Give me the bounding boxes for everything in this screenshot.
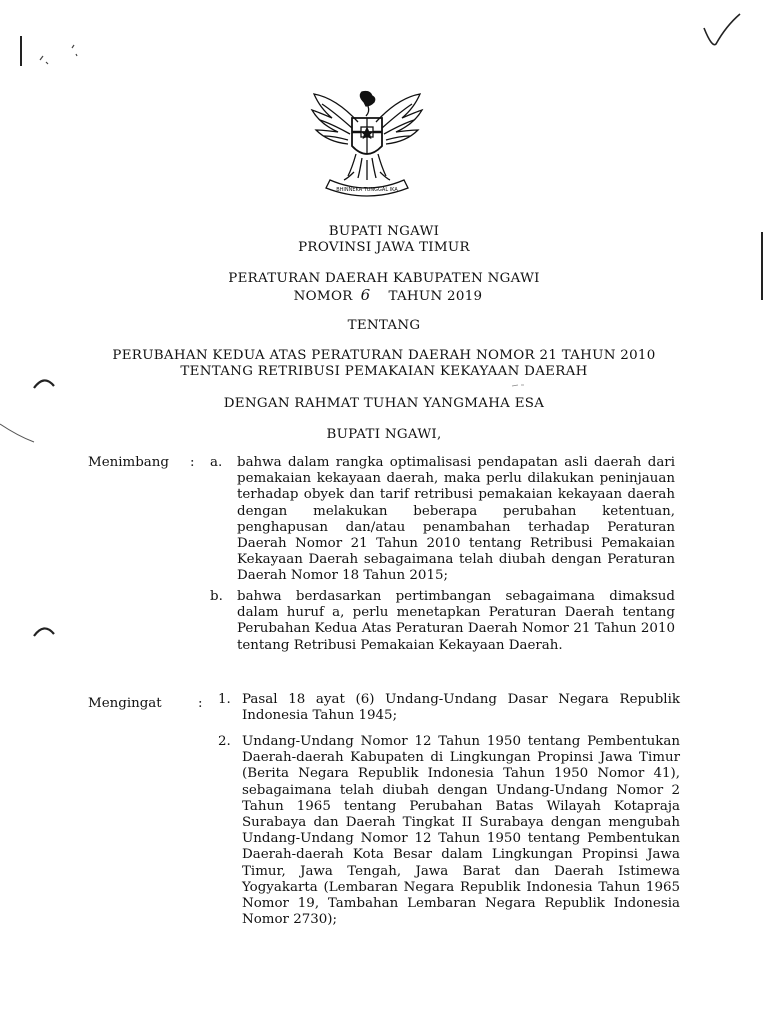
heading-bupati [0, 224, 768, 256]
menimbang-colon: : [190, 455, 195, 470]
subject-line-2: TENTANG RETRIBUSI PEMAKAIAN KEKAYAAN DAERAH [180, 364, 588, 379]
mengingat-label: Mengingat [88, 696, 162, 711]
regulation-line: PERATURAN DAERAH KABUPATEN NGAWI [228, 271, 540, 286]
menimbang-item-b-text: bahwa berdasarkan pertimbangan sebagaimana dimaksud dalam huruf a, perlu menetapkan Peraturan Daerah tentang Perubahan Kedua Atas Peraturan Daerah Nomor 21 Tahun 2010 tentang Retribusi Pemakaian Kekayaan Daerah. [237, 589, 675, 653]
mengingat-item-1-text: Pasal 18 ayat (6) Undang-Undang Dasar Negara Republik Indonesia Tahun 1945; [242, 692, 680, 724]
heading-bupati-title: BUPATI NGAWI [328, 224, 440, 239]
nomor-value: 6 [360, 286, 371, 304]
menimbang-item-b-marker: b. [210, 589, 223, 604]
menimbang-item-a-marker: a. [210, 455, 223, 470]
heading-province: PROVINSI JAWA TIMUR [298, 240, 470, 255]
heading-tentang: TENTANG [347, 318, 421, 333]
heading-rahmat: DENGAN RAHMAT TUHAN YANGMAHA ESA [223, 396, 545, 411]
garuda-pancasila-emblem [308, 88, 426, 200]
mengingat-item-2-text: Undang-Undang Nomor 12 Tahun 1950 tentang Pembentukan Daerah-daerah Kabupaten di Lingkungan Propinsi Jawa Timur (Berita Negara Republik Indonesia Tahun 1950 Nomor 41), sebagaimana telah diubah dengan Undang-Undang Nomor 2 Tahun 1965 tentang Perubahan Batas Wilayah Kotapraja Surabaya dan Daerah Tingkat II Surabaya dengan mengubah Undang-Undang Nomor 12 Tahun 1950 tentang Pembentukan Daerah-daerah Kota Besar dalam Lingkungan Propinsi Jawa Timur, Jawa Tengah, Jawa Barat dan Daerah Istimewa Yogyakarta (Lembaran Negara Republik Indonesia Tahun 1965 Nomor 19, Tambahan Lembaran Negara Republik Indonesia Nomor 2730); [242, 734, 680, 928]
heading-regulation [0, 271, 768, 305]
nomor-line [0, 287, 768, 305]
nomor-label: NOMOR [293, 289, 353, 304]
regulation-subject [0, 348, 768, 380]
mengingat-item-2-marker: 2. [218, 734, 231, 749]
emblem-ribbon-text: BHINNEKA TUNGGAL IKA [336, 187, 398, 193]
menimbang-item-a-text: bahwa dalam rangka optimalisasi pendapatan asli daerah dari pemakaian kekayaan daerah, maka perlu dilakukan peninjauan terhadap obyek dan tarif retribusi pemakaian kekayaan daerah dengan melakukan beberapa perubahan ketentuan, penghapusan dan/atau penambahan terhadap Peraturan Daerah Nomor 21 Tahun 2010 tentang Retribusi Pemakaian Kekayaan Daerah sebagaimana telah diubah dengan Peraturan Daerah Nomor 18 Tahun 2015; [237, 455, 675, 584]
menimbang-label: Menimbang [88, 455, 169, 470]
mengingat-item-1-marker: 1. [218, 692, 231, 707]
mengingat-colon: : [198, 696, 203, 711]
heading-bupati-signoff: BUPATI NGAWI, [326, 427, 442, 442]
tahun-label: TAHUN 2019 [388, 289, 483, 304]
subject-line-1: PERUBAHAN KEDUA ATAS PERATURAN DAERAH NOMOR 21 TAHUN 2010 [112, 348, 656, 363]
